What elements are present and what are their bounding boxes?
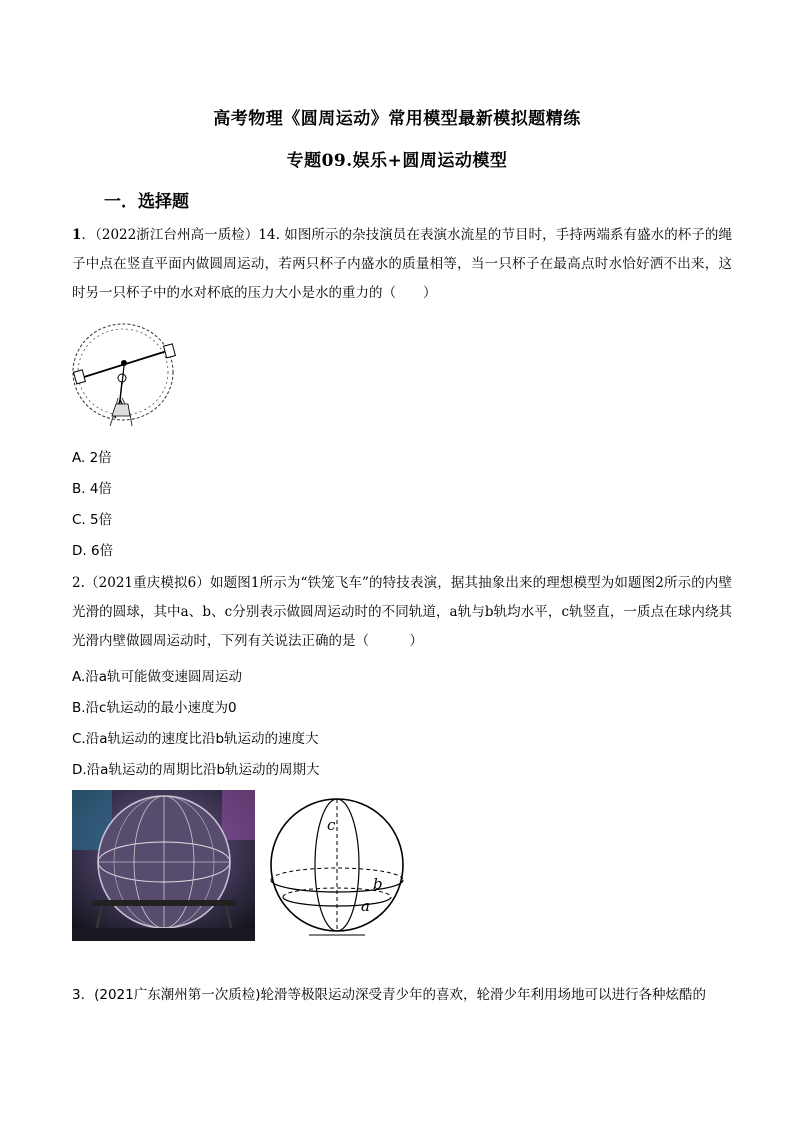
page-subtitle: 专题09.娱乐+圆周运动模型: [286, 151, 508, 171]
q2-option-a: A.沿a轨可能做变速圆周运动: [72, 669, 243, 685]
track-label-c: c: [327, 816, 336, 834]
page-title: 高考物理《圆周运动》常用模型最新模拟题精练: [213, 109, 581, 129]
question-1-body: ．（2022浙江台州高一质检）14. 如图所示的杂技演员在表演水流星的节目时，手持两端系有盛水的杯子的绳子中点在竖直平面内做圆周运动，若两只杯子内盛水的质量相等，当一只杯子在最高点时水恰好洒不出来，这时另一只杯子中的水对杯底的压力大小是水的重力的（ ）: [72, 227, 732, 301]
cage-sphere-photo: [72, 790, 255, 941]
juggler-figure: [70, 318, 180, 430]
q1-option-a: A. 2倍: [72, 450, 112, 466]
q1-option-c: C. 5倍: [72, 512, 113, 528]
q2-option-b: B.沿c轨运动的最小速度为0: [72, 700, 237, 716]
q1-option-d: D. 6倍: [72, 543, 114, 559]
section-heading: 一．选择题: [104, 192, 189, 212]
q2-option-d: D.沿a轨运动的周期比沿b轨运动的周期大: [72, 762, 320, 778]
q1-option-b: B. 4倍: [72, 481, 112, 497]
question-2-text: 2.（2021重庆模拟6）如题图1所示为“铁笼飞车”的特技表演，据其抽象出来的理想模型为如题图2所示的内壁光滑的圆球，其中a、b、c分别表示做圆周运动时的不同轨道，a轨与b轨均水平，c轨竖直，一质点在球内绕其光滑内壁做圆周运动时，下列有关说法正确的是（ ）: [72, 575, 732, 649]
track-label-b: b: [373, 875, 383, 893]
question-3-text: 3．(2021广东潮州第一次质检)轮滑等极限运动深受青少年的喜欢，轮滑少年利用场地可以进行各种炫酷的: [72, 987, 706, 1003]
question-1-text: [72, 221, 732, 308]
question-1-number: 1: [72, 227, 82, 243]
track-label-a: a: [361, 897, 370, 915]
sphere-track-diagram: [265, 790, 409, 941]
q2-option-c: C.沿a轨运动的速度比沿b轨运动的速度大: [72, 731, 319, 747]
